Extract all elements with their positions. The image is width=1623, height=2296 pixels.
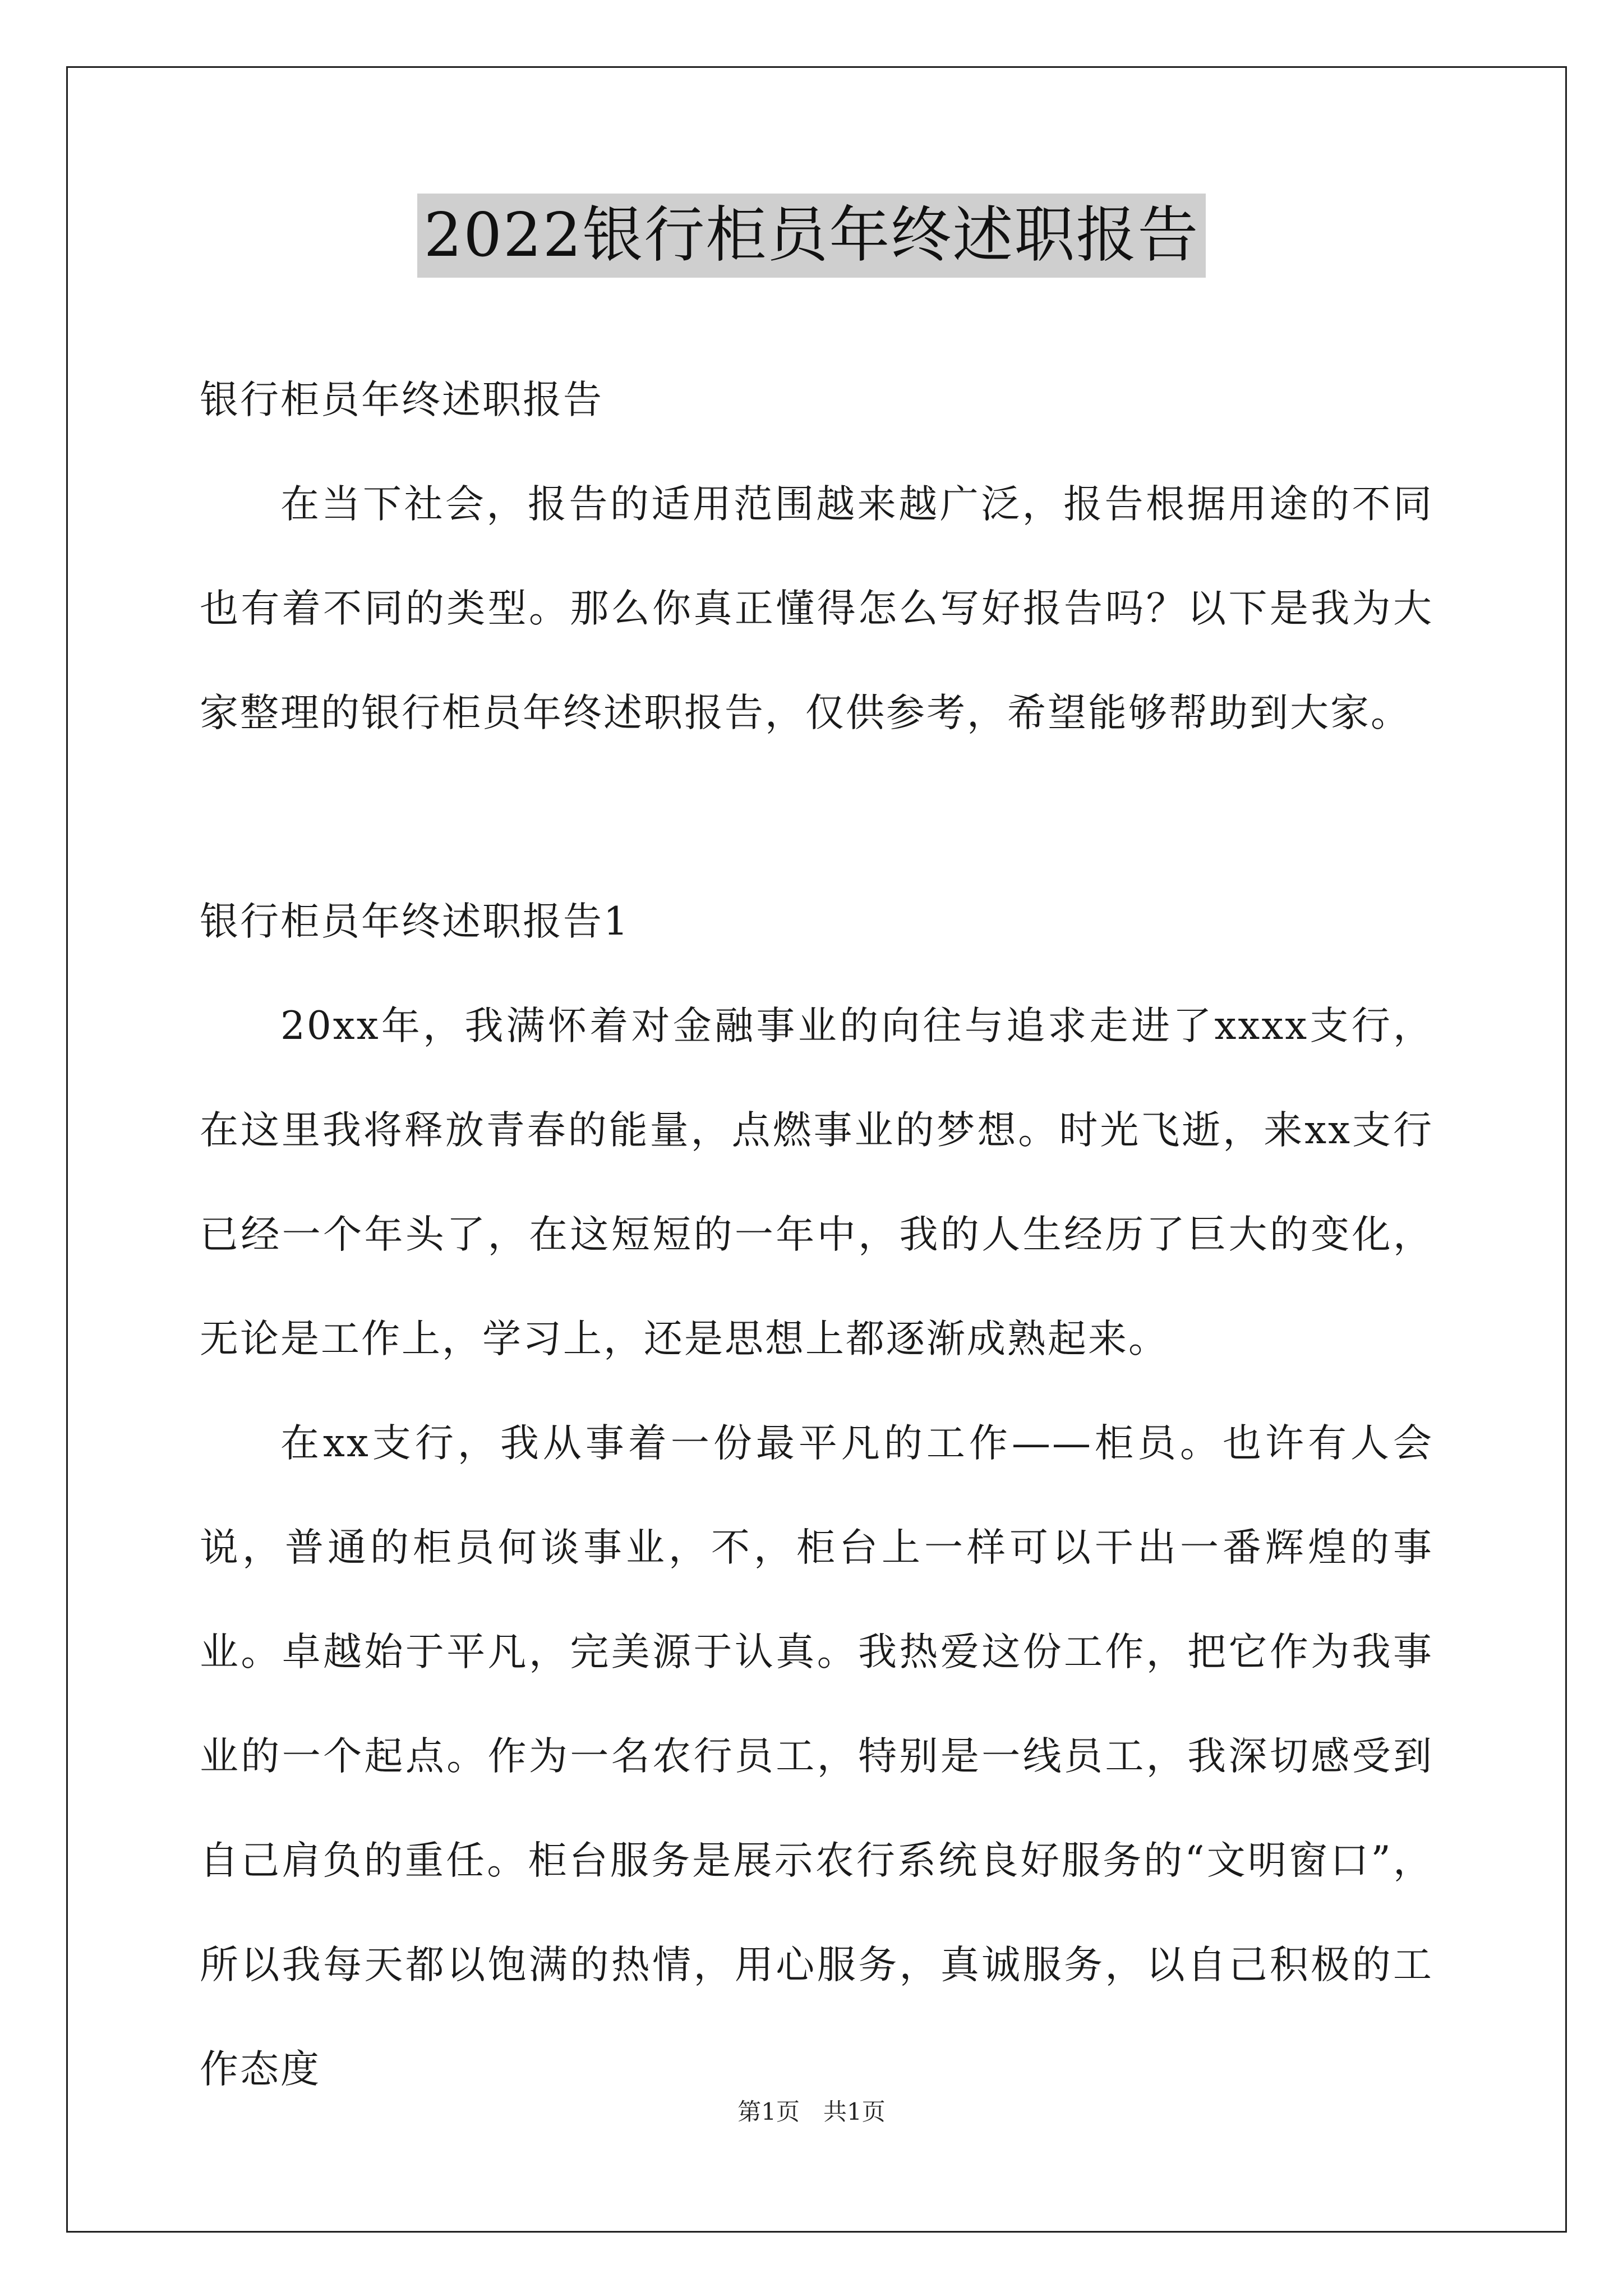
document-body <box>200 348 1433 2122</box>
page-number: 第1页 共1页 <box>737 2098 886 2125</box>
document-subtitle: 银行柜员年终述职报告 <box>200 378 603 422</box>
document-title: 2022银行柜员年终述职报告 <box>417 194 1206 278</box>
section-heading: 银行柜员年终述职报告1 <box>200 899 630 944</box>
body-paragraph: 20xx年，我满怀着对金融事业的向往与追求走进了xxxx支行，在这里我将释放青春的能量，点燃事业的梦想。时光飞逝，来xx支行已经一个年头了，在这短短的一年中，我的人生经历了巨大的变化，无论是工作上，学习上，还是思想上都逐渐成熟起来。 <box>200 1004 1433 1361</box>
page-footer <box>0 2095 1623 2129</box>
body-paragraph: 在xx支行，我从事着一份最平凡的工作——柜员。也许有人会说，普通的柜员何谈事业，不，柜台上一样可以干出一番辉煌的事业。卓越始于平凡，完美源于认真。我热爱这份工作，把它作为我事业的一个起点。作为一名农行员工，特别是一线员工，我深切感受到自己肩负的重任。柜台服务是展示农行系统良好服务的“文明窗口”，所以我每天都以饱满的热情，用心服务，真诚服务，以自己积极的工作态度 <box>200 1421 1433 2092</box>
intro-paragraph: 在当下社会，报告的适用范围越来越广泛，报告根据用途的不同也有着不同的类型。那么你真正懂得怎么写好报告吗？以下是我为大家整理的银行柜员年终述职报告，仅供参考，希望能够帮助到大家。 <box>200 482 1433 735</box>
title-container <box>0 194 1623 278</box>
blank-line <box>200 765 1433 869</box>
